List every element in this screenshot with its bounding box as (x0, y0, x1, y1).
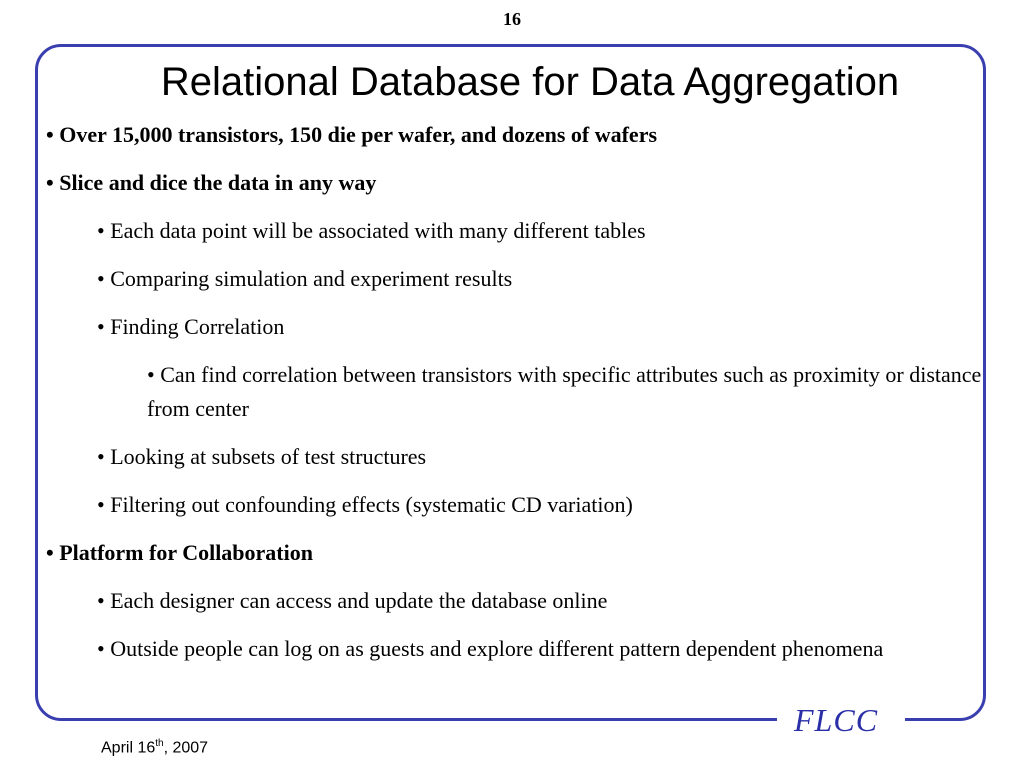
bullet-text: Looking at subsets of test structures (110, 444, 427, 469)
sub-bullet-item: • Outside people can log on as guests and explore different pattern dependent phenomena (97, 636, 884, 661)
bullet-text: Outside people can log on as guests and explore different pattern dependent phenomena (110, 636, 884, 661)
bullet-text: Comparing simulation and experiment results (110, 266, 513, 291)
bullet-item: • Over 15,000 transistors, 150 die per wafer, and dozens of wafers (46, 122, 658, 147)
bullet-text: Platform for Collaboration (59, 540, 313, 565)
bullet-text: Each designer can access and update the database online (110, 588, 608, 613)
bullet-item: • Platform for Collaboration (46, 540, 313, 565)
slide-title: Relational Database for Data Aggregation (160, 60, 900, 104)
footer-date (101, 738, 208, 757)
bullet-item: • Slice and dice the data in any way (46, 170, 377, 195)
sub-bullet-item: • Comparing simulation and experiment results (97, 266, 513, 291)
sub-bullet-item: • Each designer can access and update the database online (97, 588, 608, 613)
bullet-text: Filtering out confounding effects (systematic CD variation) (110, 492, 633, 517)
date-superscript: th (155, 738, 164, 749)
date-prefix: April 16 (101, 739, 156, 757)
bullet-text: Over 15,000 transistors, 150 die per wafer, and dozens of wafers (59, 122, 658, 147)
flcc-logo: FLCC (794, 702, 879, 738)
bullet-text: Can find correlation between transistors with specific attributes such as proximity or distance from center (147, 362, 982, 421)
bullet-list (46, 118, 986, 680)
sub-bullet-item: • Each data point will be associated with many different tables (97, 218, 646, 243)
sub-bullet-item: • Looking at subsets of test structures (97, 444, 427, 469)
bullet-text: Each data point will be associated with many different tables (110, 218, 646, 243)
date-suffix: , 2007 (163, 739, 209, 757)
sub-bullet-item: • Filtering out confounding effects (systematic CD variation) (97, 492, 633, 517)
sub-bullet-item: • Finding Correlation (97, 314, 285, 339)
bullet-text: Slice and dice the data in any way (59, 170, 377, 195)
bullet-text: Finding Correlation (110, 314, 285, 339)
page-number: 16 (503, 9, 521, 29)
sub-sub-bullet-item: • Can find correlation between transistors with specific attributes such as proximity or distance from center (147, 362, 982, 421)
